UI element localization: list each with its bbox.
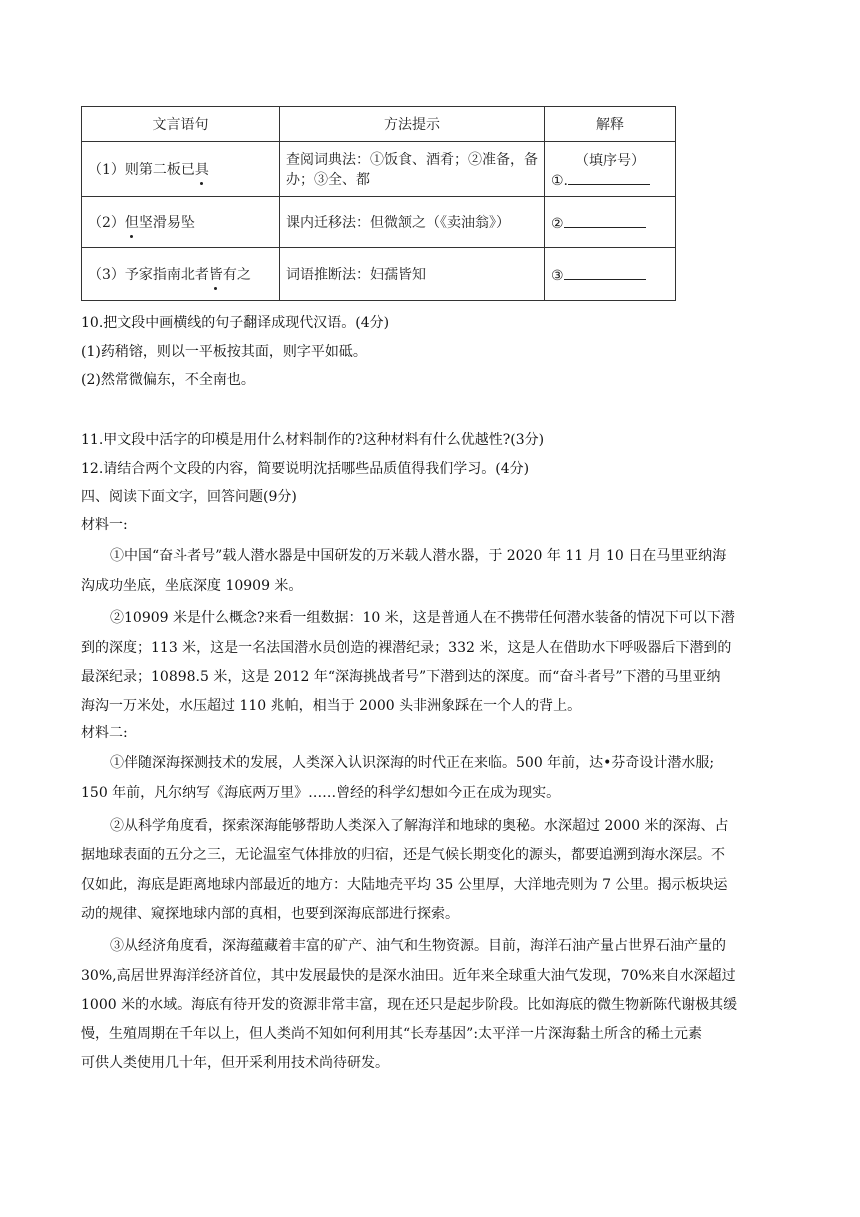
paragraph-line: ②10909 米是什么概念?来看一组数据：10 米，这是普通人在不携带任何潜水装备的情况下可以下潜 (110, 610, 735, 626)
paragraph-line: 海沟一万米处，水压超过 110 兆帕，相当于 2000 头非洲象踩在一个人的背上。 (81, 698, 582, 714)
paragraph-line: ③从经济角度看，深海蕴藏着丰富的矿产、油气和生物资源。目前，海洋石油产量占世界石油产量的 (110, 938, 726, 954)
question-11: 11.甲文段中活字的印模是用什么材料制作的?这种材料有什么优越性?(3分) (81, 432, 545, 448)
paragraph-line: ①中国“奋斗者号”载人潜水器是中国研发的万米载人潜水器，于 2020 年 11 月 10 日在马里亚纳海 (110, 548, 727, 564)
table-header-row (82, 107, 676, 142)
question-10-item-1: (1)药稍镕，则以一平板按其面，则字平如砥。 (81, 344, 367, 360)
answer-cell (545, 197, 676, 248)
answer-blank[interactable] (568, 170, 650, 185)
emphasized-char: 但 (125, 212, 139, 232)
paragraph-line: 30%,高居世界海洋经济首位，其中发展最快的是深水油田。近年来全球重大油气发现，70%来自水深超过 (81, 968, 736, 984)
answer-cell (545, 142, 676, 197)
header-sentence: 文言语句 (82, 107, 280, 142)
section-four-heading: 四、阅读下面文字，回答问题(9分) (81, 489, 297, 505)
classical-chinese-table (81, 106, 676, 301)
paragraph-line: ①伴随深海探测技术的发展，人类深入认识深海的时代正在来临。500 年前，达•芬奇设计潜水服; (110, 755, 715, 771)
header-explanation: 解释 (545, 107, 676, 142)
hint-cell: 课内迁移法：但微颔之（《卖油翁》） (280, 197, 545, 248)
paragraph-line: 据地球表面的五分之三，无论温室气体排放的归宿，还是气候长期变化的源头，都要追溯到海水深层。不 (81, 847, 725, 863)
hint-cell: 查阅词典法：①饭食、酒肴；②准备，备办；③全、都 (280, 142, 545, 197)
paragraph-line: 150 年前，凡尔纳写《海底两万里》……曾经的科学幻想如今正在成为现实。 (81, 785, 561, 801)
emphasized-char: 具 (195, 159, 209, 179)
table-row (82, 142, 676, 197)
question-10-item-2: (2)然常微偏东，不全南也。 (81, 372, 255, 388)
table-row (82, 248, 676, 301)
paragraph-line: 慢，生殖周期在千年以上，但人类尚不知如何利用其“长寿基因”:太平洋一片深海黏土所含的稀土元素 (81, 1026, 703, 1042)
answer-number: ② (551, 215, 564, 232)
answer-blank[interactable] (564, 265, 646, 280)
paragraph-line: 可供人类使用几十年，但开采利用技术尚待研发。 (81, 1055, 389, 1071)
paragraph-line: 到的深度；113 米，这是一名法国潜水员创造的裸潜纪录；332 米，这是人在借助水下呼吸器后下潜到的 (81, 640, 732, 656)
hint-cell: 词语推断法：妇孺皆知 (280, 248, 545, 301)
paragraph-line: 仅如此，海底是距离地球内部最近的地方：大陆地壳平均 35 公里厚，大洋地壳则为 7 公里。揭示板块运 (81, 877, 728, 893)
paragraph-line: 1000 米的水域。海底有待开发的资源非常丰富，现在还只是起步阶段。比如海底的微生物新陈代谢极其缓 (81, 997, 738, 1013)
answer-note: （填序号） (575, 152, 645, 169)
paragraph-line: 最深纪录；10898.5 米，这是 2012 年“深海挑战者号”下潜到达的深度。而“奋斗者号”下潜的马里亚纳 (81, 669, 721, 685)
sentence-cell: （1）则第二板已具 (82, 142, 280, 197)
paragraph-line: 动的规律、窥探地球内部的真相，也要到深海底部进行探索。 (81, 906, 459, 922)
sentence-cell: （3）予家指南北者皆有之 (82, 248, 280, 301)
material-two-label: 材料二: (81, 725, 128, 741)
paragraph-line: 沟成功坐底，坐底深度 10909 米。 (81, 578, 303, 594)
question-12: 12.请结合两个文段的内容，简要说明沈括哪些品质值得我们学习。(4分) (81, 461, 530, 477)
material-one-label: 材料一: (81, 517, 128, 533)
sentence-cell: （2）但坚滑易坠 (82, 197, 280, 248)
paragraph-line: ②从科学角度看，探索深海能够帮助人类深入了解海洋和地球的奥秘。水深超过 2000 米的深海、占 (110, 818, 729, 834)
answer-cell (545, 248, 676, 301)
table-row (82, 197, 676, 248)
answer-blank[interactable] (564, 213, 646, 228)
header-method: 方法提示 (280, 107, 545, 142)
answer-number: ①. (551, 172, 569, 189)
answer-number: ③ (551, 267, 564, 284)
emphasized-char: 皆 (209, 264, 223, 284)
question-10: 10.把文段中画横线的句子翻译成现代汉语。(4分) (81, 315, 390, 331)
